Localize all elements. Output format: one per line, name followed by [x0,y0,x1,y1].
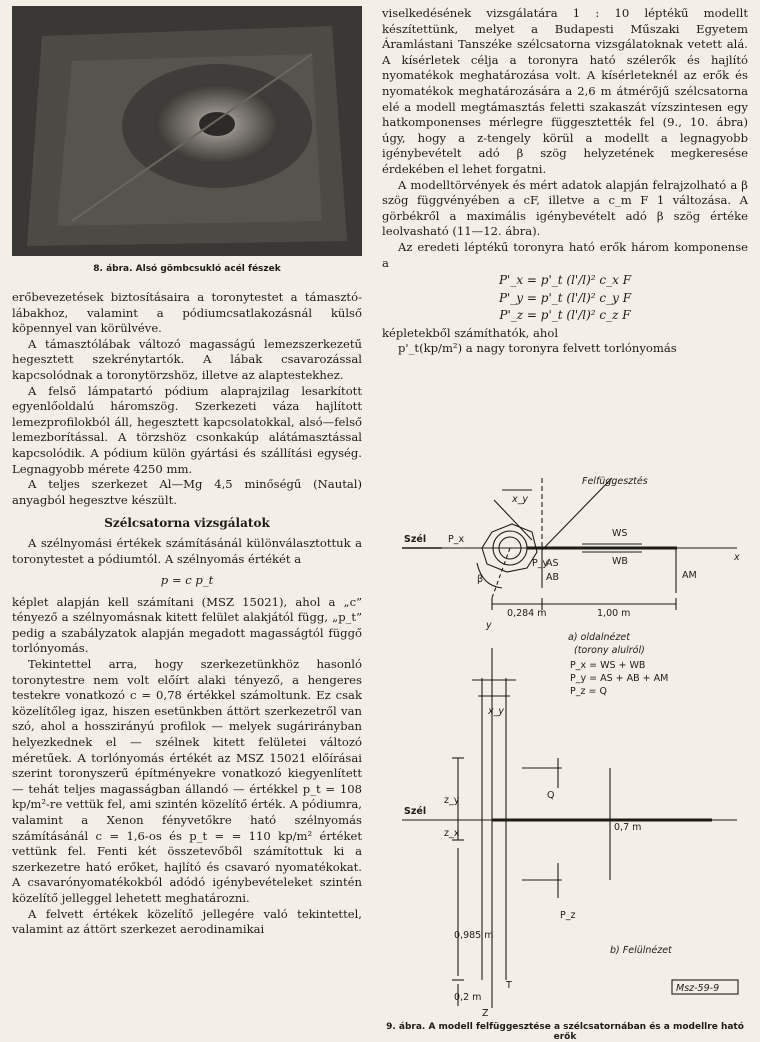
ball-joint-socket-photo [12,6,362,256]
paragraph: A szélnyomási értékek számításánál különválasztottuk a toronytestet a pódiumtól. A szélnyomás értékét a [12,535,362,566]
label-szel-a: Szél [404,534,427,545]
label-dim4: 0,985 m [454,930,494,941]
paragraph: A felső lámpatartó pódium alaprajzilag lesarkított egyenlőoldalú háromszög. Szerkezeti váza hajlított lemezprofilokból áll, hegesztett kapcsolatokkal, alsó—felső lemezborítással. A törzshöz csonkakúp alátámasztással kapcsolódik. A pódium külön gyártási és szállítási egység. Legnagyobb mérete 4250 mm. [12,383,362,476]
label-view-a2: (torony alulról) [574,645,645,656]
formula-px: P'_x = p'_t (l'/l)² c_x F [498,273,632,288]
label-z: Z [482,1008,489,1019]
label-ws: WS [612,528,628,539]
wind-tunnel-suspension-diagram [382,468,748,1020]
figure-8-photo [12,6,362,256]
label-eq1: P_x = WS + WB [570,660,646,671]
figure-9-diagram [382,468,748,1020]
label-eq2: P_y = AS + AB + AM [570,673,669,684]
label-code: Msz-59-9 [676,983,720,994]
label-pz: P_z [560,910,576,921]
label-dim1: 0,284 m [507,608,547,619]
label-zy: z_y [444,795,460,806]
paragraph: A modelltörvények és mért adatok alapján felrajzolható a β szög függvényében a cF, illetve a c_m F 1 változása. A görbékről a maximális igénybevételt adó β szög értéke leolvasható (11—12. ábra). [382,177,748,239]
label-eq3: P_z = Q [570,686,607,697]
label-q: Q [547,790,555,801]
label-x: x [734,552,740,563]
label-py: P_y [532,558,549,569]
label-as: AS [546,558,559,569]
section-heading: Szélcsatorna vizsgálatok [104,516,270,531]
paragraph: A támasztólábak változó magasságú lemezszerkezetű hegesztett szekrénytartók. A lábak csavarozással kapcsolódnak a toronytörzshöz, illetve az alaptestekhez. [12,336,362,382]
paragraph: A teljes szerkezet Al—Mg 4,5 minőségű (Nautal) anyagból hegesztve készült. [12,477,362,507]
label-view-b: b) Felülnézet [610,945,672,956]
formula-py: P'_y = p'_t (l'/l)² c_y F [498,290,632,305]
left-column [12,290,362,938]
paragraph: p'_t(kp/m²) a nagy toronyra felvett torlónyomás [398,341,677,356]
label-y: y [486,620,492,631]
paragraph: erőbevezetések biztosításaira a toronytestet a támasztólábakhoz, valamint a pódiumcsatlakozásnál külső köpennyel van körülvéve. [12,290,362,336]
label-zx: z_x [444,828,460,839]
figure-9-caption: 9. ábra. A modell felfüggesztése a szélcsatornában és a modellre ható erők [386,1022,744,1042]
paragraph: Tekintettel arra, hogy szerkezetünkhöz hasonló toronytestre nem volt előírt alaki tényező, a hengeres testekre vonatkozó c = 0,78 értékkel számoltunk. Ez csak közelítőleg igaz, hiszen esetünkben áttört szerkezetről van szó, ahol a hosszirányú profilok — melyek sugárirányban helyezkednek el — szélnek kitett felületei változó méretűek. A torlónyomás értékét az MSZ 15021 előírásai szerint toronyszerű építményekre vonatkozó kiegyenlített — tehát teljes magasságban állandó — értékkel p_t = 108 kp/m²-re vettük fel, ami szintén közelítő érték. A pódiumra, valamint a Xenon fényvetőkre ható szélnyomás számításánál c = 1,6-os és p_t = = 110 kp/m² értéket vettünk fel. Fenti két összetevőből számítottuk ki a szerkezetre ható erőket, hajlító és csavaró nyomatékokat. A csavarónyomatékokból adódó igénybevételeket szintén közelítő jelleggel lehetett meghatározni. [12,657,362,905]
figure-8-caption: 8. ábra. Alsó gömbcsukló acél fészek [93,264,281,274]
label-am: AM [682,570,697,581]
label-dim3: 0,7 m [614,822,642,833]
label-wb: WB [612,556,628,567]
label-szel-b: Szél [404,806,427,817]
label-beta: β [477,574,484,585]
label-xy2: x_y [488,706,504,717]
label-dim2: 1,00 m [597,608,631,619]
paragraph: képlet alapján kell számítani (MSZ 15021), ahol a „c” tényező a szélnyomásnak kitett felület alakjától függ, „p_t” pedig a szabályzatok alapján megadott magasságtól függő torlónyomás. [12,594,362,656]
equation: p = c p_t [160,573,214,588]
paragraph: képletekből számíthatók, ahol [382,325,559,340]
label-felfuggesztes: Felfüggesztés [582,476,648,487]
label-t: T [506,980,512,991]
label-xy: x_y [512,494,528,505]
formula-pz: P'_z = p'_t (l'/l)² c_z F [499,308,631,323]
label-px: P_x [448,534,465,545]
right-column [382,6,748,357]
label-ab: AB [546,572,560,583]
paragraph: Az eredeti léptékű toronyra ható erők három komponense a [382,239,748,270]
label-view-a: a) oldalnézet [568,632,630,643]
paragraph: viselkedésének vizsgálatára 1 : 10 léptékű modellt készítettünk, melyet a Budapesti Műszaki Egyetem Áramlástani Tanszéke szélcsatorna vizsgálatoknak vetett alá. A kísérletek célja a toronyra ható szélerők és hajlító nyomatékok meghatározása volt. A kísérleteknél az erők és nyomatékok meghatározására a 2,6 m átmérőjű szélcsatorna elé a modell megtámasztás feletti szakaszát vízszintesen egy hatkomponenses mérlegre függesztették fel (9., 10. ábra) úgy, hogy a z-tengely körül a modellt a legnagyobb igénybevételt adó β szög helyzetének megkeresése érdekében el lehet forgatni. [382,6,748,176]
paragraph: A felvett értékek közelítő jellegére való tekintettel, valamint az áttört szerkezet aerodinamikai [12,906,362,937]
label-dim5: 0,2 m [454,992,482,1003]
